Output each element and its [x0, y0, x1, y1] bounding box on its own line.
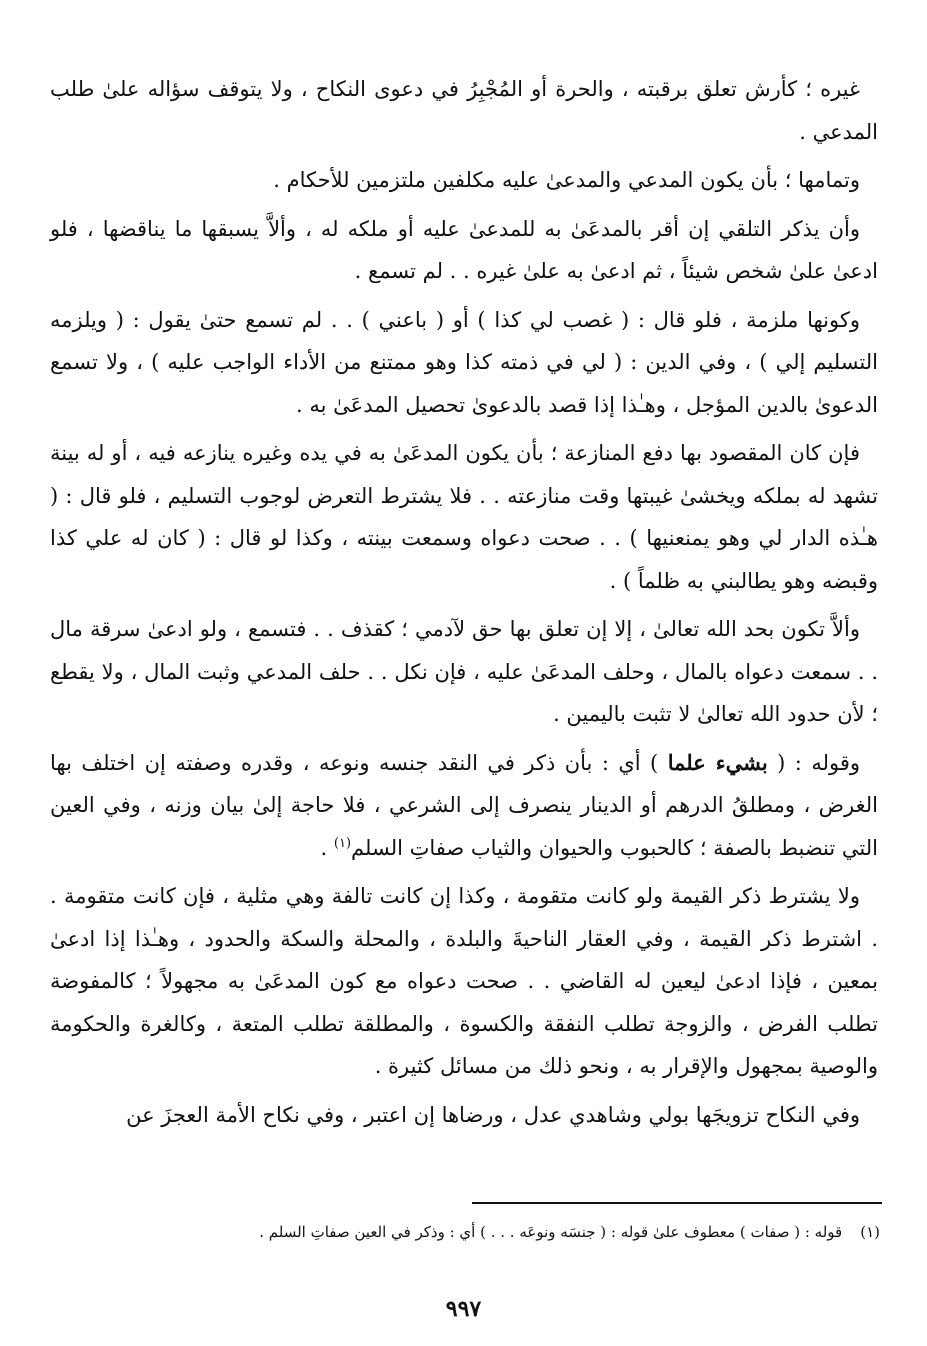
footnote-text: قوله : ( صفات ) معطوف علىٰ قوله : ( جنسَه ونوعَه . . . ) أي : وذكر في العين صفاتِ السلم . — [259, 1223, 843, 1241]
paragraph-8: ولا يشترط ذكر القيمة ولو كانت متقومة ، وكذا إن كانت تالفة وهي مثلية ، فإن كانت متقومة . . اشترط ذكر القيمة ، وفي العقار الناحيةَ والبلدة ، والمحلة والسكة والحدود ، وهـٰذا إذا ادعىٰ بمعين ، فإذا ادعىٰ ليعين له القاضي . . صحت دعواه مع كون المدعَىٰ به مجهولاً ؛ كالمفوضة تطلب الفرض ، والزوجة تطلب النفقة والكسوة ، والمطلقة تطلب المتعة ، وكالغرة والحكومة والوصية بمجهول والإقرار به ، ونحو ذلك من مسائل كثيرة . — [50, 884, 878, 1078]
footnote — [50, 1219, 880, 1245]
body-text — [50, 68, 878, 1142]
footnote-reference[interactable]: (١) — [333, 835, 352, 851]
footnote-separator — [472, 1202, 882, 1204]
footnote-number: (١) — [860, 1223, 880, 1241]
paragraph-2: وتمامها ؛ بأن يكون المدعي والمدعىٰ عليه مكلفين ملتزمين للأحكام . — [273, 168, 860, 192]
paragraph-9: وفي النكاح تزويجَها بولي وشاهدي عدل ، ورضاها إن اعتبر ، وفي نكاح الأمة العجزَ عن — [126, 1102, 860, 1127]
paragraph-7-before: وقوله : ( — [767, 750, 861, 775]
quoted-term: بشيء علما — [667, 749, 768, 775]
paragraph-7-after: ) أي : بأن ذكر في النقد جنسه ونوعه ، وقدره وصفته إن اختلف بها الغرض ، ومطلقُ الدرهم أو الدينار ينصرف إلى الشرعي ، فلا حاجة إلىٰ بيان وزنه ، وفي العين التي تنضبط بالصفة ؛ كالحبوب والحيوان والثياب صفاتِ السلم — [50, 750, 878, 860]
paragraph-4: وكونها ملزمة ، فلو قال : ( غصب لي كذا ) أو ( باعني ) . . لم تسمع حتىٰ يقول : ( ويلزمه التسليم إلي ) ، وفي الدين : ( لي في ذمته كذا وهو ممتنع من الأداء الواجب عليه ) ، ولا تسمع الدعوىٰ بالدين المؤجل ، وهـٰذا إذا قصد بالدعوىٰ تحصيل المدعَىٰ به . — [50, 307, 878, 417]
page-number: ٩٩٧ — [445, 1296, 482, 1322]
paragraph-7-tail: . — [320, 835, 334, 860]
paragraph-5: فإن كان المقصود بها دفع المنازعة ؛ بأن يكون المدعَىٰ به في يده وغيره ينازعه فيه ، أو له بينة تشهد له بملكه ويخشىٰ غيبتها وقت منازعته . . فلا يشترط التعرض لوجوب التسليم ، فلو قال : ( هـٰذه الدار لي وهو يمنعنيها ) . . صحت دعواه وسمعت بينته ، وكذا لو قال : ( كان له علي كذا وقبضه وهو يطالبني به ظلماً ) . — [50, 441, 878, 593]
paragraph-3: وأن يذكر التلقي إن أقر بالمدعَىٰ به للمدعىٰ عليه أو ملكه له ، وألاَّ يسبقها ما يناقضها ، فلو ادعىٰ علىٰ شخص شيئاً ، ثم ادعىٰ به علىٰ غيره . . لم تسمع . — [50, 216, 878, 283]
paragraph-1: غيره ؛ كأرش تعلق برقبته ، والحرة أو المُجْبِرُ في دعوى النكاح ، ولا يتوقف سؤاله علىٰ طلب المدعي . — [50, 77, 878, 144]
paragraph-6: وألاَّ تكون بحد الله تعالىٰ ، إلا إن تعلق بها حق لآدمي ؛ كقذف . . فتسمع ، ولو ادعىٰ سرقة مال . . سمعت دعواه بالمال ، وحلف المدعَىٰ عليه ، فإن نكل . . حلف المدعي وثبت المال ، ولا يقطع ؛ لأن حدود الله تعالىٰ لا تثبت باليمين . — [50, 617, 878, 726]
paragraph-7 — [50, 742, 878, 870]
